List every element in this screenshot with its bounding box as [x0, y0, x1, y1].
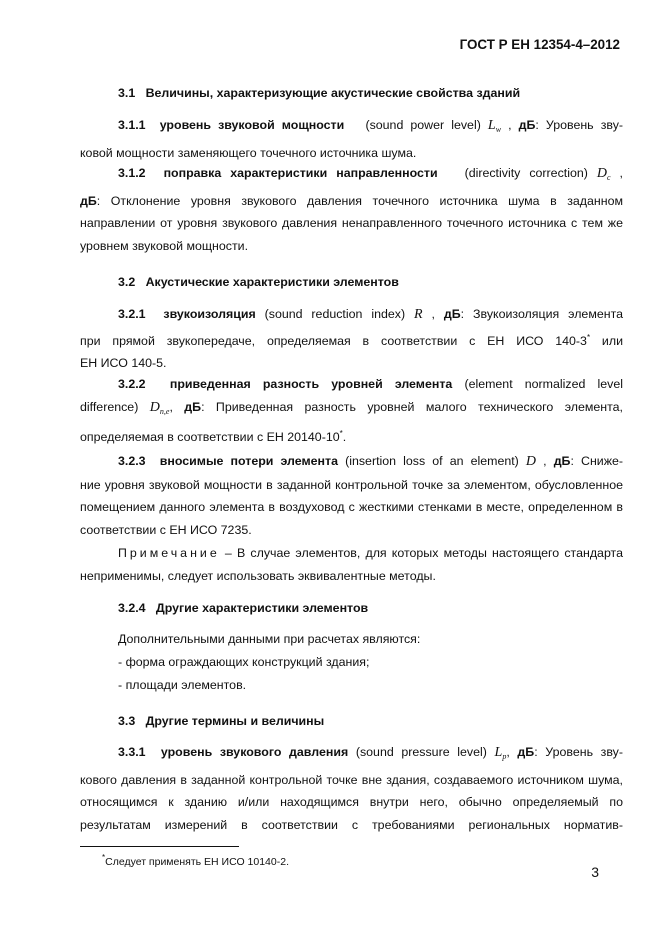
note-label: Примечание	[118, 546, 220, 560]
section-3-1-heading	[80, 82, 661, 105]
section-title: Акустические характеристики элементов	[145, 275, 399, 289]
term-unit: дБ	[80, 193, 97, 208]
term-number: 3.2.1	[118, 307, 146, 321]
section-number: 3.3	[118, 714, 136, 728]
term-unit: дБ	[517, 745, 535, 759]
section-number: 3.2	[118, 275, 136, 289]
term-unit: дБ	[443, 307, 461, 321]
term-line: 3.1.1 уровень звуковой мощности (sound power level) $L_w$ , дБ: Уровень зву-	[118, 118, 624, 134]
term-line: 3.2.1 звукоизоляция (sound reduction index) R , дБ: Звукоизоляция элемента	[118, 307, 624, 322]
term-definition: ковой мощности заменяющего точечного источника шума.	[80, 145, 417, 160]
section-number: 3.2.4	[118, 601, 146, 615]
term-definition: кового давления в заданной контрольной точке вне здания, создаваемого источником шума, относящимся к зданию и/или находящимся внутри него, обычно определяемый по результатам измерений в соответствии с требованиями региональных норматив-	[80, 772, 623, 833]
section-3-3-heading	[80, 710, 661, 733]
list-item: - площади элементов.	[118, 678, 247, 692]
term-symbol: $L_w$	[487, 118, 502, 134]
term-name: звукоизоляция	[163, 307, 256, 321]
term-line	[80, 373, 623, 396]
term-unit: дБ	[553, 454, 571, 468]
term-definition-line: ЕН ИСО 140-5.	[80, 356, 167, 371]
term-unit: дБ	[184, 399, 202, 414]
list-item: - форма ограждающих конструкций здания;	[118, 655, 370, 669]
term-name: уровень звукового давления	[160, 745, 349, 759]
term-line: 3.3.1 уровень звукового давления (sound pressure level) $L_p$, дБ: Уровень зву-	[118, 745, 623, 761]
term-english: (directivity correction)	[464, 166, 588, 180]
term-english: (sound reduction index)	[264, 307, 406, 321]
term-symbol: $D_{n,e}$	[149, 399, 170, 416]
term-line: 3.1.2 поправка характеристики направленности (directivity correction) $D_c$ ,	[118, 166, 624, 182]
term-symbol: D	[525, 454, 537, 469]
section-number: 3.1	[118, 86, 136, 100]
term-name: поправка характеристики направленности	[163, 166, 438, 180]
term-definition-line: при прямой звукопередаче, определяемая в соответствии с ЕН ИСО 140-3* или	[80, 332, 623, 348]
term-english: (insertion loss of an element)	[345, 454, 519, 468]
footnote-text: Следует применять ЕН ИСО 10140-2.	[105, 856, 289, 868]
term-definition-line: difference) $D_{n,e}$, дБ: Приведенная разность уровней малого технического элемента,	[80, 399, 623, 416]
term-definition: ние уровня звуковой мощности в заданной контрольной точке за элементом, обусловленное помещением данного элемента в воздуховод с жесткими стенками в месте, определенном в соответствии с ЕН ИСО 7235.	[80, 477, 623, 538]
term-name: уровень звуковой мощности	[159, 118, 345, 132]
section-title: Другие характеристики элементов	[155, 601, 369, 615]
term-english: (element normalized level	[464, 377, 623, 391]
term-name: вносимые потери элемента	[159, 454, 338, 468]
term-english: (sound pressure level)	[355, 745, 487, 759]
term-definition-line: определяемая в соответствии с ЕН 20140-10*.	[80, 429, 347, 445]
term-number: 3.1.1	[118, 118, 146, 132]
term-definition-start: : Уровень зву-	[535, 118, 624, 132]
term-symbol: R	[414, 307, 423, 322]
standard-header: ГОСТ Р ЕН 12354-4–2012	[459, 37, 620, 52]
term-3-2-2	[80, 373, 623, 449]
note-text: – В случае элементов, для которых методы настоящего стандарта неприменимы, следует использовать эквивалентные методы.	[80, 546, 623, 583]
footnote-mark: *	[339, 429, 343, 439]
footnote-mark: *	[586, 332, 591, 342]
term-3-1-2	[80, 162, 623, 258]
section-3-2-4-heading	[80, 597, 661, 620]
footnote-divider	[80, 846, 239, 847]
term-english: (sound power level)	[365, 118, 481, 132]
term-number: 3.1.2	[118, 166, 146, 180]
term-definition: дБ: Отклонение уровня звукового давления точечного источника шума в заданном направлении от уровня звукового давления ненаправленного точечного источника с тем же уровнем звуковой мощности.	[80, 193, 623, 254]
term-3-2-3	[80, 450, 623, 542]
term-name: приведенная разность уровней элемента	[169, 377, 453, 391]
term-symbol: $L_p$	[494, 745, 507, 761]
term-unit: дБ	[518, 118, 536, 132]
term-3-3-1	[80, 741, 623, 837]
page-number: 3	[591, 864, 599, 880]
term-number: 3.3.1	[118, 745, 146, 759]
term-number: 3.2.3	[118, 454, 146, 468]
term-symbol: $D_c$	[596, 166, 611, 182]
term-3-1-1	[80, 114, 623, 164]
section-title: Величины, характеризующие акустические свойства зданий	[145, 86, 521, 100]
section-3-2-heading	[80, 271, 661, 294]
section-title: Другие термины и величины	[145, 714, 325, 728]
footnote-mark: *	[102, 853, 106, 862]
note-paragraph	[80, 542, 623, 587]
list-intro: Дополнительными данными при расчетах являются:	[118, 632, 421, 646]
term-3-2-1	[80, 303, 623, 375]
term-line: 3.2.3 вносимые потери элемента (insertion loss of an element) D , дБ: Сниже-	[118, 454, 624, 469]
term-number: 3.2.2	[118, 377, 146, 391]
